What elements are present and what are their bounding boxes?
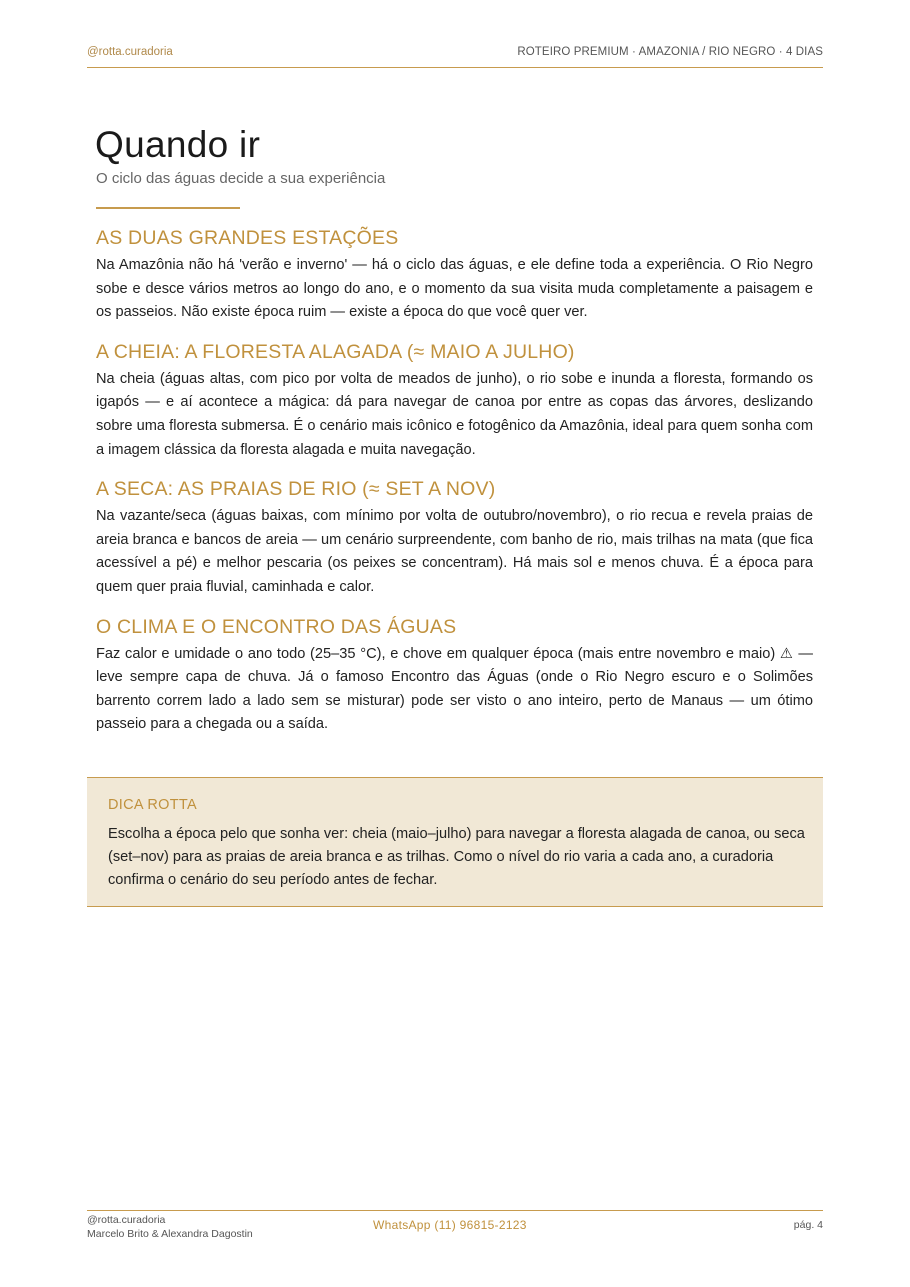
title-underline [96,207,240,209]
footer-handle: @rotta.curadoria [87,1214,166,1226]
section-flood-season [96,338,813,462]
footer-authors: Marcelo Brito & Alexandra Dagostin [87,1228,253,1240]
tip-title: DICA ROTTA [108,797,197,813]
footer-credits [87,1213,253,1241]
section-dry-season [96,475,813,599]
page-footer [87,1210,823,1251]
section-heading: A CHEIA: A FLORESTA ALAGADA (≈ MAIO A JULHO) [96,340,575,363]
page-number: pág. 4 [793,1219,823,1231]
tip-text: Escolha a época pelo que sonha ver: cheia (maio–julho) para navegar a floresta alagada de canoa, ou seca (set–nov) para as praias de areia branca e as trilhas. Como o nível do rio varia a cada ano, a curadoria confirma o cenário do seu período antes de fechar. [108,826,805,888]
section-two-seasons [96,224,813,325]
page-subtitle: O ciclo das águas decide a sua experiência [96,170,386,187]
tip-callout [87,777,823,907]
section-heading: O CLIMA E O ENCONTRO DAS ÁGUAS [96,615,457,638]
page-header [87,46,823,68]
section-heading: A SECA: AS PRAIAS DE RIO (≈ SET A NOV) [96,478,496,501]
section-body: Faz calor e umidade o ano todo (25–35 °C), e chove em qualquer época (mais entre novembro e maio) ⚠ — leve sempre capa de chuva. Já o famoso Encontro das Águas (onde o Rio Negro escuro e o Solimões barrento correm lado a lado sem se misturar) pode ser visto o ano inteiro, perto de Manaus — um ótimo passeio para a chegada ou a saída. [96,645,813,733]
section-body: Na vazante/seca (águas baixas, com mínimo por volta de outubro/novembro), o rio recua e revela praias de areia branca e bancos de areia — um cenário surpreendente, com banho de rio, mais trilhas na mata (que fica acessível a pé) e melhor pescaria (os peixes se concentram). Há mais sol e menos chuva. É a época para quem quer praia fluvial, caminhada e calor. [96,508,813,595]
main-content [96,224,813,737]
section-climate [96,613,813,737]
header-handle: @rotta.curadoria [87,46,173,58]
section-heading: AS DUAS GRANDES ESTAÇÕES [96,227,399,249]
footer-whatsapp: WhatsApp (11) 96815-2123 [373,1218,527,1232]
section-body: Na cheia (águas altas, com pico por volta de meados de junho), o rio sobe e inunda a floresta, formando os igapós — e aí acontece a mágica: dá para navegar de canoa por entre as copas das árvores, deslizando sobre uma floresta submersa. É o cenário mais icônico e fotogênico da Amazônia, ideal para quem sonha com a imagem clássica da floresta alagada e muita navegação. [96,370,813,458]
page-title: Quando ir [95,124,261,165]
header-doc-title: ROTEIRO PREMIUM · AMAZONIA / RIO NEGRO · 4 DIAS [517,46,823,58]
section-body: Na Amazônia não há 'verão e inverno' — há o ciclo das águas, e ele define toda a experiência. O Rio Negro sobe e desce vários metros ao longo do ano, e o momento da sua visita muda completamente a paisagem e os passeios. Não existe época ruim — existe a época do que você quer ver. [96,257,813,321]
